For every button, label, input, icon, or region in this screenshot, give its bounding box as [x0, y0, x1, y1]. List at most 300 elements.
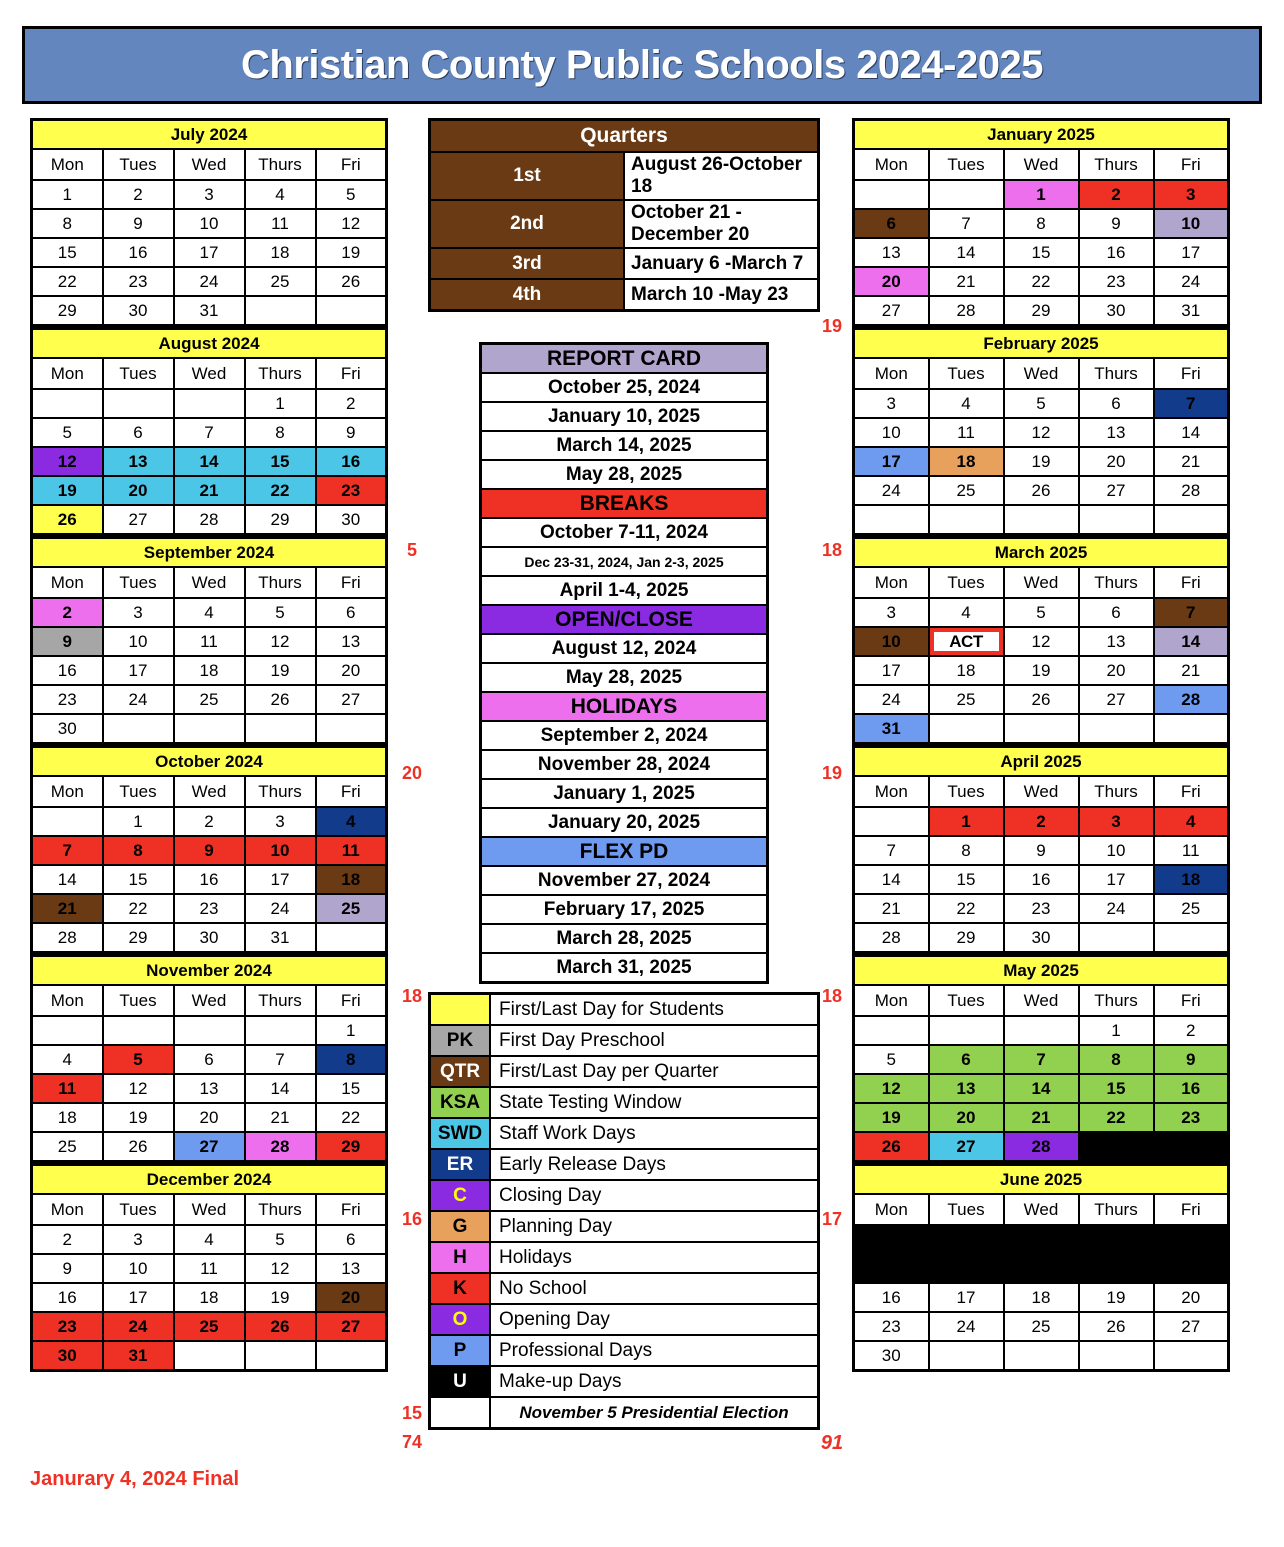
day-cell[interactable]: 26 [103, 1132, 174, 1162]
day-cell[interactable]: 14 [929, 238, 1004, 267]
day-cell[interactable]: 12 [1004, 627, 1079, 656]
day-cell[interactable] [1154, 714, 1229, 744]
day-cell[interactable]: 22 [32, 267, 103, 296]
day-cell[interactable]: 19 [245, 656, 316, 685]
day-cell[interactable]: 18 [1154, 865, 1229, 894]
day-cell[interactable]: 23 [1079, 267, 1154, 296]
day-cell[interactable]: 13 [1079, 627, 1154, 656]
day-cell[interactable]: 28 [1004, 1132, 1079, 1162]
day-cell[interactable] [929, 714, 1004, 744]
day-cell[interactable]: 9 [32, 1254, 103, 1283]
day-cell[interactable]: 20 [854, 267, 929, 296]
day-cell[interactable]: 20 [316, 656, 387, 685]
day-cell[interactable]: 20 [1079, 656, 1154, 685]
day-cell[interactable] [32, 807, 103, 836]
day-cell[interactable] [316, 923, 387, 953]
day-cell[interactable]: 19 [854, 1103, 929, 1132]
day-cell[interactable]: 6 [929, 1045, 1004, 1074]
day-cell[interactable]: 6 [1079, 598, 1154, 627]
day-cell[interactable]: 4 [174, 1225, 245, 1254]
day-cell[interactable]: ACT [929, 627, 1004, 656]
day-cell[interactable]: 21 [32, 894, 103, 923]
day-cell[interactable]: 17 [103, 656, 174, 685]
day-cell[interactable]: 28 [854, 923, 929, 953]
day-cell[interactable]: 9 [174, 836, 245, 865]
day-cell[interactable]: 3 [174, 180, 245, 209]
day-cell[interactable]: 20 [174, 1103, 245, 1132]
day-cell[interactable]: 3 [1154, 180, 1229, 209]
day-cell[interactable] [103, 714, 174, 744]
day-cell[interactable]: 31 [174, 296, 245, 326]
day-cell[interactable]: 9 [1004, 836, 1079, 865]
day-cell[interactable]: 30 [316, 505, 387, 535]
day-cell[interactable]: 7 [929, 209, 1004, 238]
day-cell[interactable]: 2 [316, 389, 387, 418]
day-cell[interactable]: 1 [929, 807, 1004, 836]
day-cell[interactable]: 6 [1154, 1225, 1229, 1254]
day-cell[interactable]: 23 [1154, 1103, 1229, 1132]
day-cell[interactable]: 31 [245, 923, 316, 953]
day-cell[interactable]: 2 [174, 807, 245, 836]
day-cell[interactable]: 27 [1154, 1312, 1229, 1341]
day-cell[interactable]: 14 [1004, 1074, 1079, 1103]
day-cell[interactable]: 4 [316, 807, 387, 836]
day-cell[interactable]: 23 [174, 894, 245, 923]
day-cell[interactable]: 20 [103, 476, 174, 505]
day-cell[interactable]: 15 [1004, 238, 1079, 267]
day-cell[interactable]: 25 [929, 685, 1004, 714]
day-cell[interactable] [103, 389, 174, 418]
day-cell[interactable]: 21 [929, 267, 1004, 296]
day-cell[interactable] [245, 714, 316, 744]
day-cell[interactable]: 18 [245, 238, 316, 267]
day-cell[interactable]: 22 [1004, 267, 1079, 296]
day-cell[interactable]: 30 [1154, 1132, 1229, 1162]
day-cell[interactable]: 30 [32, 1341, 103, 1371]
day-cell[interactable]: 11 [245, 209, 316, 238]
day-cell[interactable]: 8 [1004, 209, 1079, 238]
day-cell[interactable]: 19 [1004, 656, 1079, 685]
day-cell[interactable]: 30 [32, 714, 103, 744]
day-cell[interactable]: 1 [245, 389, 316, 418]
day-cell[interactable] [174, 714, 245, 744]
day-cell[interactable]: 10 [103, 627, 174, 656]
day-cell[interactable] [1154, 1341, 1229, 1371]
day-cell[interactable]: 11 [316, 836, 387, 865]
day-cell[interactable]: 29 [1079, 1132, 1154, 1162]
day-cell[interactable] [174, 389, 245, 418]
day-cell[interactable]: 5 [1004, 389, 1079, 418]
day-cell[interactable] [245, 296, 316, 326]
day-cell[interactable]: 4 [32, 1045, 103, 1074]
day-cell[interactable]: 1 [1079, 1016, 1154, 1045]
day-cell[interactable]: 24 [854, 685, 929, 714]
day-cell[interactable]: 29 [245, 505, 316, 535]
day-cell[interactable] [854, 1016, 929, 1045]
day-cell[interactable]: 11 [1154, 836, 1229, 865]
day-cell[interactable]: 7 [1154, 389, 1229, 418]
day-cell[interactable]: 3 [854, 598, 929, 627]
day-cell[interactable]: 30 [1004, 923, 1079, 953]
day-cell[interactable]: 16 [174, 865, 245, 894]
day-cell[interactable]: 15 [103, 865, 174, 894]
day-cell[interactable]: 3 [103, 1225, 174, 1254]
day-cell[interactable]: 4 [929, 389, 1004, 418]
day-cell[interactable]: 17 [1079, 865, 1154, 894]
day-cell[interactable] [316, 296, 387, 326]
day-cell[interactable]: 8 [103, 836, 174, 865]
day-cell[interactable]: 25 [174, 1312, 245, 1341]
day-cell[interactable]: 18 [174, 1283, 245, 1312]
day-cell[interactable]: 30 [103, 296, 174, 326]
day-cell[interactable]: 28 [174, 505, 245, 535]
day-cell[interactable]: 14 [1154, 418, 1229, 447]
day-cell[interactable] [929, 1016, 1004, 1045]
day-cell[interactable]: 28 [929, 296, 1004, 326]
day-cell[interactable]: 17 [174, 238, 245, 267]
day-cell[interactable]: 18 [929, 656, 1004, 685]
day-cell[interactable] [32, 1016, 103, 1045]
day-cell[interactable]: 16 [32, 656, 103, 685]
day-cell[interactable]: 5 [316, 180, 387, 209]
day-cell[interactable]: 29 [316, 1132, 387, 1162]
day-cell[interactable] [1079, 505, 1154, 535]
day-cell[interactable]: 14 [245, 1074, 316, 1103]
day-cell[interactable]: 27 [316, 685, 387, 714]
day-cell[interactable]: 9 [1154, 1045, 1229, 1074]
day-cell[interactable]: 12 [32, 447, 103, 476]
day-cell[interactable]: 5 [245, 1225, 316, 1254]
day-cell[interactable]: 19 [32, 476, 103, 505]
day-cell[interactable]: 16 [103, 238, 174, 267]
day-cell[interactable]: 28 [245, 1132, 316, 1162]
day-cell[interactable]: 10 [1154, 209, 1229, 238]
day-cell[interactable] [929, 1341, 1004, 1371]
day-cell[interactable]: 4 [1154, 807, 1229, 836]
day-cell[interactable]: 6 [316, 1225, 387, 1254]
day-cell[interactable] [854, 180, 929, 209]
day-cell[interactable]: 13 [316, 1254, 387, 1283]
day-cell[interactable]: 10 [854, 627, 929, 656]
day-cell[interactable]: 2 [1004, 807, 1079, 836]
day-cell[interactable] [929, 505, 1004, 535]
day-cell[interactable]: 7 [854, 836, 929, 865]
day-cell[interactable]: 16 [1154, 1074, 1229, 1103]
day-cell[interactable]: 7 [174, 418, 245, 447]
day-cell[interactable]: 29 [32, 296, 103, 326]
day-cell[interactable]: 28 [1154, 476, 1229, 505]
day-cell[interactable]: 1 [1004, 180, 1079, 209]
day-cell[interactable] [103, 1016, 174, 1045]
day-cell[interactable]: 19 [1079, 1283, 1154, 1312]
day-cell[interactable]: 14 [32, 865, 103, 894]
day-cell[interactable]: 9 [32, 627, 103, 656]
day-cell[interactable]: 16 [1079, 238, 1154, 267]
day-cell[interactable]: 7 [32, 836, 103, 865]
day-cell[interactable]: 30 [854, 1341, 929, 1371]
day-cell[interactable]: 16 [32, 1283, 103, 1312]
day-cell[interactable]: 24 [929, 1312, 1004, 1341]
day-cell[interactable]: 25 [245, 267, 316, 296]
day-cell[interactable]: 31 [854, 714, 929, 744]
day-cell[interactable]: 10 [174, 209, 245, 238]
day-cell[interactable]: 16 [854, 1283, 929, 1312]
day-cell[interactable]: 26 [1079, 1312, 1154, 1341]
day-cell[interactable]: 25 [929, 476, 1004, 505]
day-cell[interactable]: 13 [1154, 1254, 1229, 1283]
day-cell[interactable]: 15 [32, 238, 103, 267]
day-cell[interactable]: 15 [1079, 1074, 1154, 1103]
day-cell[interactable] [854, 807, 929, 836]
day-cell[interactable] [1154, 923, 1229, 953]
day-cell[interactable]: 25 [174, 685, 245, 714]
day-cell[interactable]: 23 [316, 476, 387, 505]
day-cell[interactable]: 2 [854, 1225, 929, 1254]
day-cell[interactable]: 6 [854, 209, 929, 238]
day-cell[interactable]: 12 [316, 209, 387, 238]
day-cell[interactable]: 10 [1079, 836, 1154, 865]
day-cell[interactable]: 3 [854, 389, 929, 418]
day-cell[interactable]: 21 [854, 894, 929, 923]
day-cell[interactable]: 27 [1079, 476, 1154, 505]
day-cell[interactable]: 8 [245, 418, 316, 447]
day-cell[interactable]: 21 [1154, 656, 1229, 685]
day-cell[interactable]: 25 [1154, 894, 1229, 923]
day-cell[interactable]: 21 [1004, 1103, 1079, 1132]
day-cell[interactable]: 26 [32, 505, 103, 535]
day-cell[interactable]: 30 [1079, 296, 1154, 326]
day-cell[interactable]: 12 [245, 1254, 316, 1283]
day-cell[interactable]: 18 [316, 865, 387, 894]
day-cell[interactable]: 25 [32, 1132, 103, 1162]
day-cell[interactable]: 6 [174, 1045, 245, 1074]
day-cell[interactable]: 18 [174, 656, 245, 685]
day-cell[interactable]: 29 [103, 923, 174, 953]
day-cell[interactable] [174, 1016, 245, 1045]
day-cell[interactable]: 1 [32, 180, 103, 209]
day-cell[interactable]: 17 [929, 1283, 1004, 1312]
day-cell[interactable]: 24 [103, 685, 174, 714]
day-cell[interactable]: 19 [245, 1283, 316, 1312]
day-cell[interactable]: 24 [103, 1312, 174, 1341]
day-cell[interactable]: 9 [316, 418, 387, 447]
day-cell[interactable]: 3 [929, 1225, 1004, 1254]
day-cell[interactable]: 17 [854, 447, 929, 476]
day-cell[interactable]: 11 [32, 1074, 103, 1103]
day-cell[interactable]: 8 [316, 1045, 387, 1074]
day-cell[interactable]: 17 [1154, 238, 1229, 267]
day-cell[interactable]: 20 [316, 1283, 387, 1312]
day-cell[interactable]: 17 [245, 865, 316, 894]
day-cell[interactable] [929, 180, 1004, 209]
day-cell[interactable]: 13 [929, 1074, 1004, 1103]
day-cell[interactable]: 10 [854, 418, 929, 447]
day-cell[interactable]: 4 [929, 598, 1004, 627]
day-cell[interactable]: 29 [1004, 296, 1079, 326]
day-cell[interactable]: 15 [929, 865, 1004, 894]
day-cell[interactable] [1004, 1016, 1079, 1045]
day-cell[interactable] [1004, 714, 1079, 744]
day-cell[interactable]: 2 [103, 180, 174, 209]
day-cell[interactable]: 27 [929, 1132, 1004, 1162]
day-cell[interactable]: 14 [174, 447, 245, 476]
day-cell[interactable]: 23 [32, 1312, 103, 1341]
day-cell[interactable]: 28 [1154, 685, 1229, 714]
day-cell[interactable]: 19 [316, 238, 387, 267]
day-cell[interactable]: 27 [174, 1132, 245, 1162]
day-cell[interactable]: 29 [929, 923, 1004, 953]
day-cell[interactable]: 13 [174, 1074, 245, 1103]
day-cell[interactable]: 13 [103, 447, 174, 476]
day-cell[interactable]: 5 [103, 1045, 174, 1074]
day-cell[interactable]: 10 [103, 1254, 174, 1283]
day-cell[interactable]: 22 [245, 476, 316, 505]
day-cell[interactable] [1079, 923, 1154, 953]
day-cell[interactable]: 7 [1004, 1045, 1079, 1074]
day-cell[interactable]: 20 [929, 1103, 1004, 1132]
day-cell[interactable]: 13 [1079, 418, 1154, 447]
day-cell[interactable]: 25 [316, 894, 387, 923]
day-cell[interactable] [854, 505, 929, 535]
day-cell[interactable]: 22 [929, 894, 1004, 923]
day-cell[interactable]: 10 [245, 836, 316, 865]
day-cell[interactable]: 24 [174, 267, 245, 296]
day-cell[interactable]: 10 [929, 1254, 1004, 1283]
day-cell[interactable]: 23 [1004, 894, 1079, 923]
day-cell[interactable] [316, 1341, 387, 1371]
day-cell[interactable]: 26 [1004, 476, 1079, 505]
day-cell[interactable]: 11 [1004, 1254, 1079, 1283]
day-cell[interactable]: 19 [1004, 447, 1079, 476]
day-cell[interactable]: 18 [929, 447, 1004, 476]
day-cell[interactable]: 24 [854, 476, 929, 505]
day-cell[interactable]: 8 [32, 209, 103, 238]
day-cell[interactable]: 22 [316, 1103, 387, 1132]
day-cell[interactable]: 11 [174, 1254, 245, 1283]
day-cell[interactable]: 21 [245, 1103, 316, 1132]
day-cell[interactable]: 24 [1079, 894, 1154, 923]
day-cell[interactable]: 14 [854, 865, 929, 894]
day-cell[interactable] [245, 1016, 316, 1045]
day-cell[interactable] [174, 1341, 245, 1371]
day-cell[interactable] [1154, 505, 1229, 535]
day-cell[interactable]: 20 [1079, 447, 1154, 476]
day-cell[interactable]: 14 [1154, 627, 1229, 656]
day-cell[interactable]: 13 [854, 238, 929, 267]
day-cell[interactable]: 8 [1079, 1045, 1154, 1074]
day-cell[interactable]: 7 [245, 1045, 316, 1074]
day-cell[interactable]: 11 [929, 418, 1004, 447]
day-cell[interactable]: 27 [316, 1312, 387, 1341]
day-cell[interactable]: 19 [103, 1103, 174, 1132]
day-cell[interactable]: 31 [103, 1341, 174, 1371]
day-cell[interactable]: 5 [1079, 1225, 1154, 1254]
day-cell[interactable]: 1 [316, 1016, 387, 1045]
day-cell[interactable]: 9 [103, 209, 174, 238]
day-cell[interactable]: 23 [103, 267, 174, 296]
day-cell[interactable]: 5 [1004, 598, 1079, 627]
day-cell[interactable] [1079, 714, 1154, 744]
day-cell[interactable]: 8 [929, 836, 1004, 865]
day-cell[interactable]: 26 [245, 1312, 316, 1341]
day-cell[interactable] [1079, 1341, 1154, 1371]
day-cell[interactable]: 12 [1004, 418, 1079, 447]
day-cell[interactable]: 21 [1154, 447, 1229, 476]
day-cell[interactable]: 27 [1079, 685, 1154, 714]
day-cell[interactable]: 2 [32, 598, 103, 627]
day-cell[interactable]: 3 [1079, 807, 1154, 836]
day-cell[interactable]: 6 [1079, 389, 1154, 418]
day-cell[interactable]: 27 [854, 296, 929, 326]
day-cell[interactable]: 5 [245, 598, 316, 627]
day-cell[interactable]: 6 [316, 598, 387, 627]
day-cell[interactable]: 2 [1079, 180, 1154, 209]
day-cell[interactable]: 2 [1154, 1016, 1229, 1045]
day-cell[interactable]: 4 [245, 180, 316, 209]
day-cell[interactable] [316, 714, 387, 744]
day-cell[interactable]: 11 [174, 627, 245, 656]
day-cell[interactable]: 17 [103, 1283, 174, 1312]
day-cell[interactable]: 25 [1004, 1312, 1079, 1341]
day-cell[interactable]: 22 [103, 894, 174, 923]
day-cell[interactable]: 9 [854, 1254, 929, 1283]
day-cell[interactable]: 30 [174, 923, 245, 953]
day-cell[interactable]: 9 [1079, 209, 1154, 238]
day-cell[interactable]: 31 [1154, 296, 1229, 326]
day-cell[interactable]: 17 [854, 656, 929, 685]
day-cell[interactable]: 15 [245, 447, 316, 476]
day-cell[interactable]: 26 [316, 267, 387, 296]
day-cell[interactable]: 12 [854, 1074, 929, 1103]
day-cell[interactable]: 3 [245, 807, 316, 836]
day-cell[interactable]: 24 [245, 894, 316, 923]
day-cell[interactable]: 15 [316, 1074, 387, 1103]
day-cell[interactable]: 2 [32, 1225, 103, 1254]
day-cell[interactable]: 6 [103, 418, 174, 447]
day-cell[interactable]: 21 [174, 476, 245, 505]
day-cell[interactable]: 13 [316, 627, 387, 656]
day-cell[interactable]: 1 [103, 807, 174, 836]
day-cell[interactable]: 16 [1004, 865, 1079, 894]
day-cell[interactable]: 23 [854, 1312, 929, 1341]
day-cell[interactable] [1004, 1341, 1079, 1371]
day-cell[interactable] [32, 389, 103, 418]
day-cell[interactable]: 12 [103, 1074, 174, 1103]
day-cell[interactable] [1004, 505, 1079, 535]
day-cell[interactable] [245, 1341, 316, 1371]
day-cell[interactable]: 3 [103, 598, 174, 627]
day-cell[interactable]: 4 [1004, 1225, 1079, 1254]
day-cell[interactable]: 7 [1154, 598, 1229, 627]
day-cell[interactable]: 12 [1079, 1254, 1154, 1283]
day-cell[interactable]: 18 [32, 1103, 103, 1132]
day-cell[interactable]: 16 [316, 447, 387, 476]
day-cell[interactable]: 26 [1004, 685, 1079, 714]
day-cell[interactable]: 28 [32, 923, 103, 953]
day-cell[interactable]: 22 [1079, 1103, 1154, 1132]
day-cell[interactable]: 27 [103, 505, 174, 535]
day-cell[interactable]: 23 [32, 685, 103, 714]
day-cell[interactable]: 5 [32, 418, 103, 447]
day-cell[interactable]: 20 [1154, 1283, 1229, 1312]
day-cell[interactable]: 26 [245, 685, 316, 714]
day-cell[interactable]: 12 [245, 627, 316, 656]
day-cell[interactable]: 4 [174, 598, 245, 627]
day-cell[interactable]: 26 [854, 1132, 929, 1162]
day-cell[interactable]: 5 [854, 1045, 929, 1074]
day-cell[interactable]: 18 [1004, 1283, 1079, 1312]
day-cell[interactable]: 24 [1154, 267, 1229, 296]
